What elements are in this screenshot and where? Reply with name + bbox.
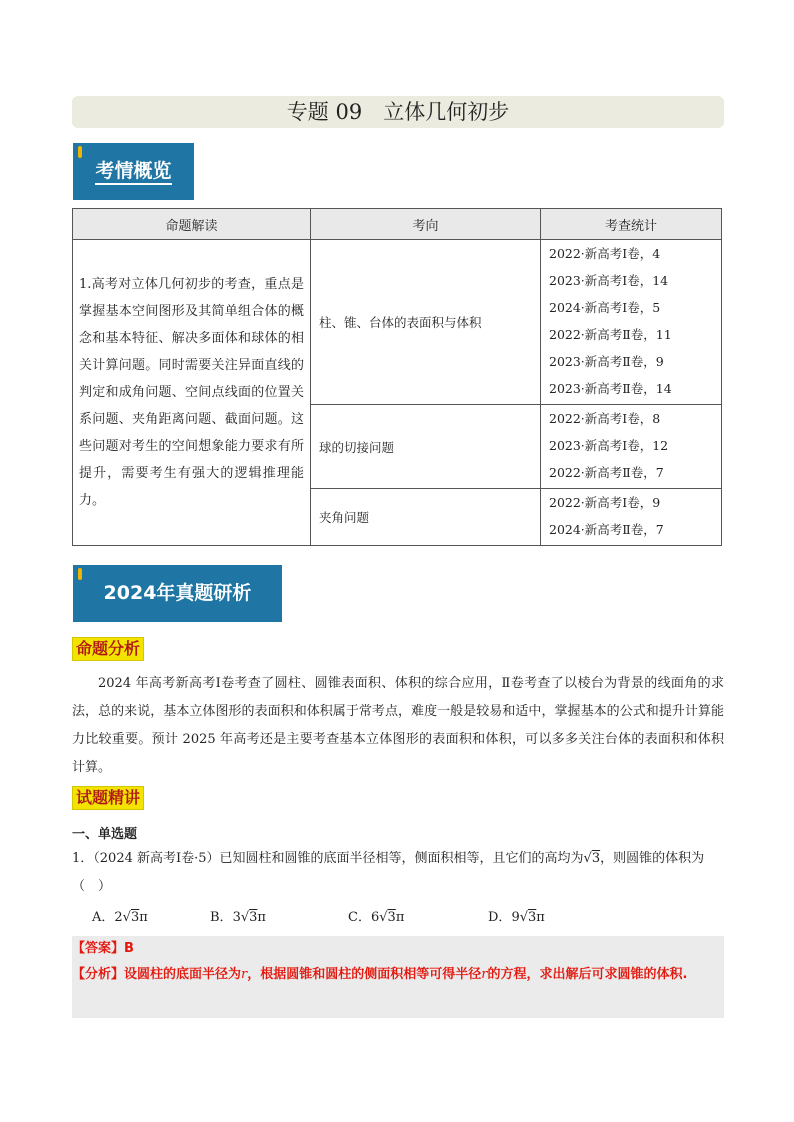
statistics-cell xyxy=(541,405,722,489)
question-text-suffix: ，则圆锥的体积为（ ） xyxy=(72,851,705,894)
stat-item: 2023·新高考Ⅱ卷，14 xyxy=(549,381,672,396)
analysis-section-badge xyxy=(73,565,282,622)
analysis-text xyxy=(72,962,724,988)
option-unit: π xyxy=(139,910,148,925)
option-coefficient: 9 xyxy=(511,910,520,925)
exam-stats-table xyxy=(72,208,722,546)
option-radicand: 3 xyxy=(528,910,537,925)
stat-item: 2022·新高考Ⅱ卷，11 xyxy=(549,327,672,342)
option-coefficient: 3 xyxy=(232,910,241,925)
option-radicand: 3 xyxy=(249,910,258,925)
option-b[interactable]: B．3√3π xyxy=(210,910,266,925)
option-unit: π xyxy=(536,910,545,925)
option-unit: π xyxy=(257,910,266,925)
page-title: 专题 09 立体几何初步 xyxy=(72,96,724,128)
table-row xyxy=(73,240,722,405)
stat-item: 2022·新高考Ⅰ卷，4 xyxy=(549,246,661,261)
option-d[interactable]: D．9√3π xyxy=(488,910,545,925)
analysis-paragraph: 2024 年高考新高考Ⅰ卷考查了圆柱、圆锥表面积、体积的综合应用，Ⅱ卷考查了以棱台为背景的线面角的求法，总的来说，基本立体图形的表面积和体积属于常考点，难度一般是较易和适中，掌握基本的公式和提升计算能力比较重要。预计 2025 年高考还是主要考查基本立体图形的表面积和体积，可以多多关注台体的表面积和体积计算。 xyxy=(72,676,724,775)
option-letter: C． xyxy=(348,910,371,925)
question-radicand: 3 xyxy=(591,851,601,866)
analysis-text-prefix: 【分析】设圆柱的底面半径为 xyxy=(72,967,242,982)
option-letter: D． xyxy=(488,910,512,925)
table-header-row xyxy=(73,209,722,240)
badge-marker-icon xyxy=(78,568,82,580)
question-text-prefix: 1．（2024 新高考Ⅰ卷·5）已知圆柱和圆锥的底面半径相等，侧面积相等，且它们的高均为 xyxy=(72,851,584,866)
header-direction: 考向 xyxy=(311,209,541,240)
direction-cell: 球的切接问题 xyxy=(311,405,541,489)
option-unit: π xyxy=(395,910,405,925)
option-letter: B． xyxy=(210,910,233,925)
answer-text: 【答案】B xyxy=(72,941,134,956)
statistics-cell xyxy=(541,489,722,546)
option-coefficient: 6 xyxy=(370,910,380,925)
stat-item: 2024·新高考Ⅱ卷，7 xyxy=(549,522,664,537)
question-1 xyxy=(72,845,724,901)
stat-item: 2024·新高考Ⅰ卷，5 xyxy=(549,300,661,315)
analysis-text-middle: ，根据圆锥和圆柱的侧面积相等可得半径 xyxy=(247,967,482,982)
header-interpretation: 命题解读 xyxy=(73,209,311,240)
analysis-section-label: 2024年真题研析 xyxy=(103,582,252,604)
direction-cell: 柱、锥、台体的表面积与体积 xyxy=(311,240,541,405)
option-letter: A． xyxy=(92,910,115,925)
variable-r: r xyxy=(241,967,248,982)
overview-section-badge xyxy=(73,143,194,200)
stat-item: 2022·新高考Ⅰ卷，8 xyxy=(549,411,661,426)
interpretation-cell: 1.高考对立体几何初步的考查，重点是掌握基本空间图形及其简单组合体的概念和基本特征、解决多面体和球体的相关计算问题。同时需要关注异面直线的判定和成角问题、空间点线面的位置关系问题、夹角距离问题、截面问题。这些问题对考生的空间想象能力要求有所提升，需要考生有强大的逻辑推理能力。 xyxy=(73,240,311,546)
practice-tag: 试题精讲 xyxy=(72,786,144,810)
stat-item: 2023·新高考Ⅰ卷，14 xyxy=(549,273,669,288)
stat-item: 2023·新高考Ⅰ卷，12 xyxy=(549,438,669,453)
stat-item: 2022·新高考Ⅱ卷，7 xyxy=(549,465,664,480)
overview-label: 考情概览 xyxy=(95,160,171,185)
variable-r: r xyxy=(481,967,488,982)
analysis-text-suffix: 的方程，求出解后可求圆锥的体积. xyxy=(487,967,688,982)
stat-item: 2023·新高考Ⅱ卷，9 xyxy=(549,354,664,369)
question-type-heading: 一、单选题 xyxy=(72,827,138,842)
option-radicand: 3 xyxy=(387,910,396,925)
sqrt-symbol: √ xyxy=(583,851,592,866)
direction-cell: 夹角问题 xyxy=(311,489,541,546)
header-statistics: 考查统计 xyxy=(541,209,722,240)
stat-item: 2022·新高考Ⅰ卷，9 xyxy=(549,495,661,510)
analysis-tag: 命题分析 xyxy=(72,637,144,661)
option-a[interactable]: A．2√3π xyxy=(92,910,148,925)
option-coefficient: 2 xyxy=(114,910,123,925)
statistics-cell xyxy=(541,240,722,405)
badge-marker-icon xyxy=(78,146,82,158)
option-radicand: 3 xyxy=(130,910,140,925)
option-c[interactable]: C．6√3π xyxy=(348,910,405,925)
